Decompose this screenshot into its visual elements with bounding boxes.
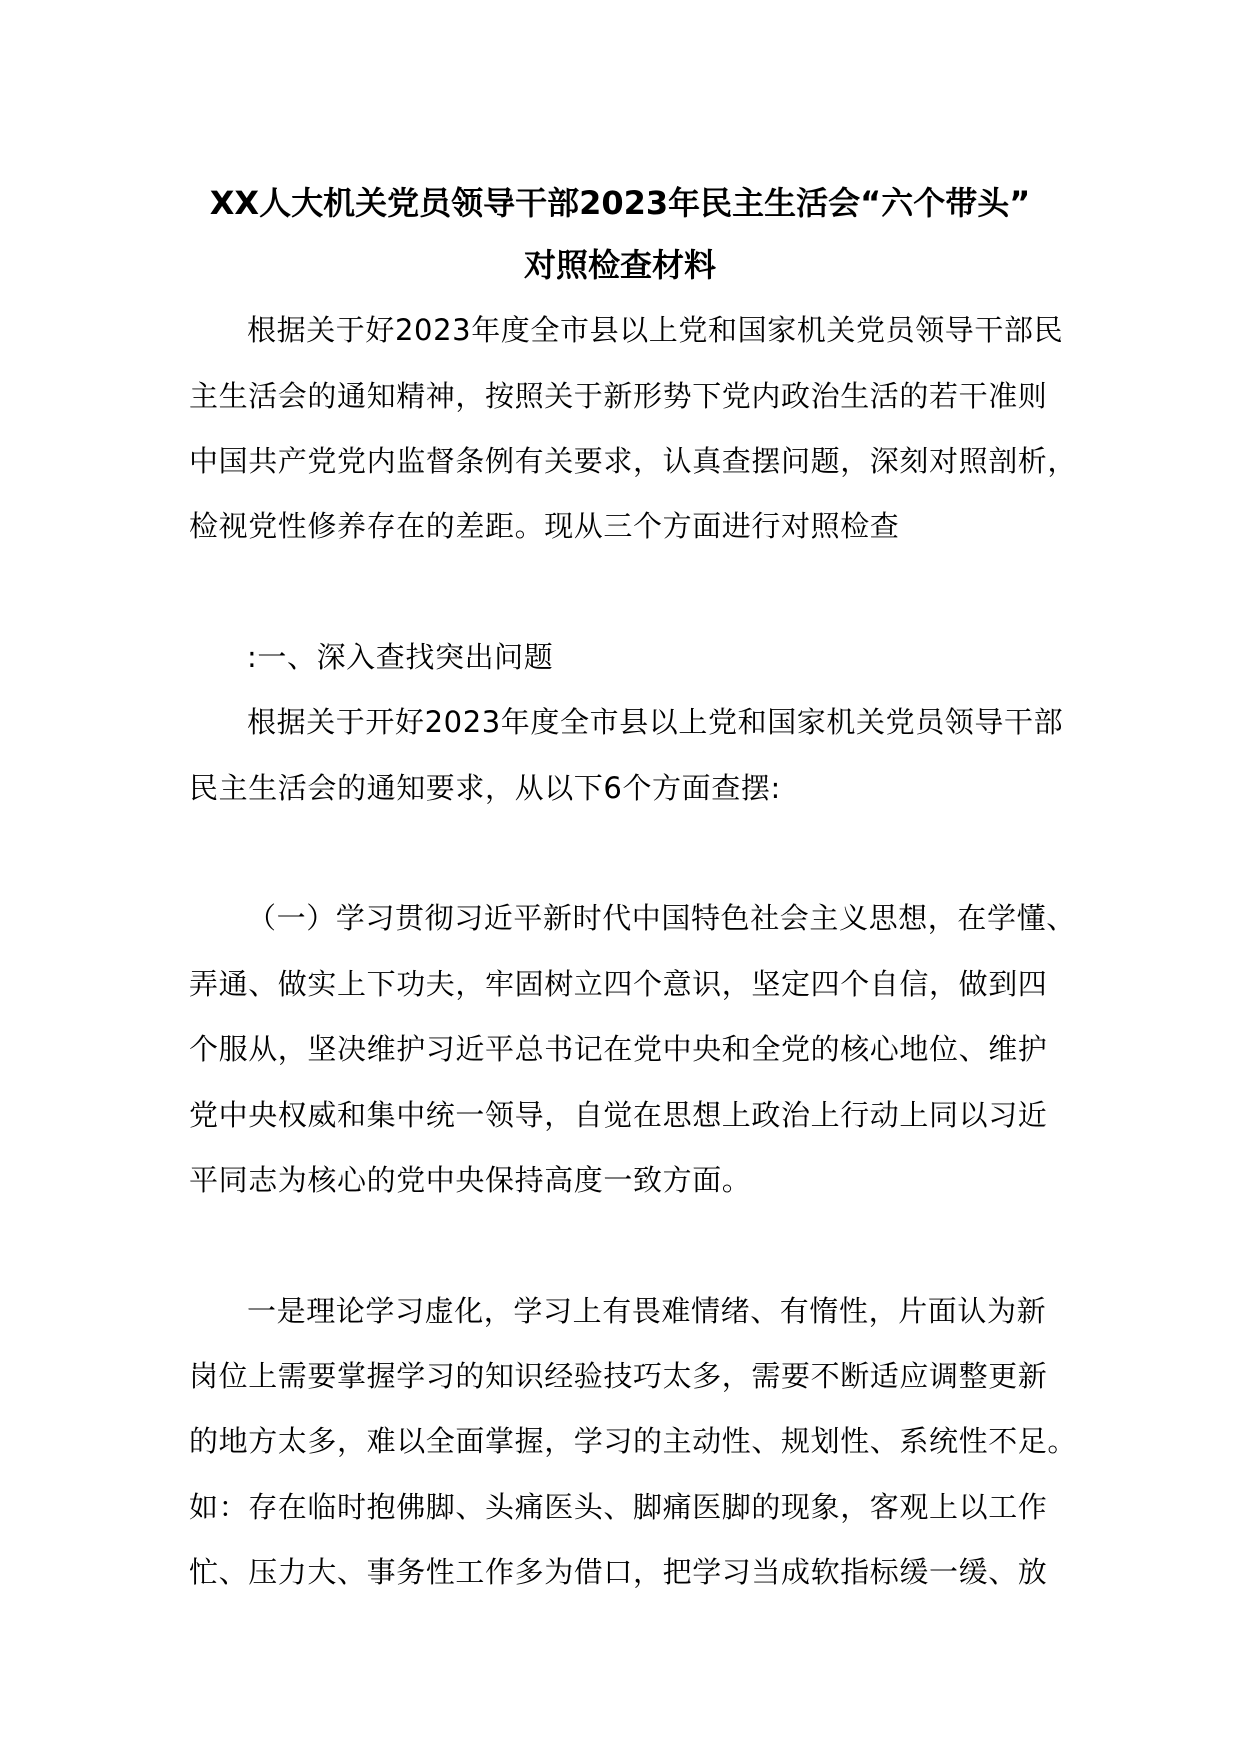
document-title-line-2: 对照检查材料 (523, 246, 716, 284)
item-line: （一）学习贯彻习近平新时代中国特色社会主义思想，在学懂、 (247, 901, 1076, 935)
item-line: 平同志为核心的党中央保持高度一致方面。 (189, 1163, 752, 1197)
point-line: 如：存在临时抱佛脚、头痛医头、脚痛医脚的现象，客观上以工作 (189, 1490, 1048, 1524)
section-heading: :一、深入查找突出问题 (247, 640, 554, 674)
intro-line: 主生活会的通知精神，按照关于新形势下党内政治生活的若干准则 (189, 379, 1048, 413)
item-line: 个服从，坚决维护习近平总书记在党中央和全党的核心地位、维护 (189, 1032, 1048, 1066)
point-line: 岗位上需要掌握学习的知识经验技巧太多，需要不断适应调整更新 (189, 1359, 1048, 1393)
section-intro-line: 民主生活会的通知要求，从以下6个方面查摆: (189, 771, 781, 805)
item-line: 党中央权威和集中统一领导，自觉在思想上政治上行动上同以习近 (189, 1098, 1048, 1132)
intro-line: 中国共产党党内监督条例有关要求，认真查摆问题，深刻对照剖析， (189, 444, 1078, 478)
point-line: 忙、压力大、事务性工作多为借口，把学习当成软指标缓一缓、放 (189, 1555, 1048, 1589)
intro-line: 根据关于好2023年度全市县以上党和国家机关党员领导干部民 (247, 313, 1064, 347)
section-intro-line: 根据关于开好2023年度全市县以上党和国家机关党员领导干部 (247, 705, 1064, 739)
item-line: 弄通、做实上下功夫，牢固树立四个意识，坚定四个自信，做到四 (189, 967, 1048, 1001)
document-title-line-1: XX人大机关党员领导干部2023年民主生活会“六个带头” (209, 184, 1031, 222)
point-line: 一是理论学习虚化，学习上有畏难情绪、有惰性，片面认为新 (247, 1294, 1047, 1328)
intro-line: 检视党性修养存在的差距。现从三个方面进行对照检查 (189, 509, 900, 543)
point-line: 的地方太多，难以全面掌握，学习的主动性、规划性、系统性不足。 (189, 1424, 1078, 1458)
